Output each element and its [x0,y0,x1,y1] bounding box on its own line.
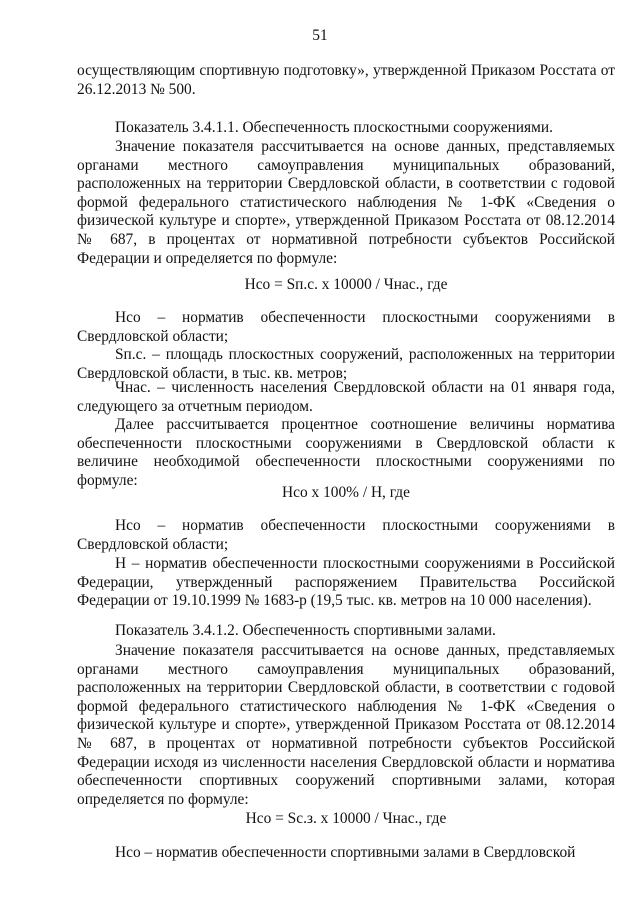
formula-text: Нсо = Sп.с. x 10000 / Чнас., где [244,276,448,293]
formula-1 [77,276,615,295]
definition-chnas-1 [77,379,615,416]
definition-hso-1 [77,309,615,346]
definition-text: Чнас. – численность населения Свердловской области на 01 января года, следующего за отчетным периодом. [77,379,615,415]
paragraph-text: Значение показателя рассчитывается на основе данных, представляемых органами местного самоуправления муниципальных образований, расположенных на территории Свердловской области, в соответствии с годовой формой федерального статистического наблюдения № 1-ФК «Сведения о физической культуре и спорте», утвержденной Приказом Росстата от 08.12.2014 № 687, в процентах от нормативной потребности субъектов Российской Федерации исходя из численности населения Свердловской области и норматива обеспеченности спортивных сооружений спортивными залами, которая определяется по формуле: [77,642,615,808]
paragraph-ratio [77,416,615,490]
paragraph-text: Значение показателя рассчитывается на основе данных, представляемых органами местного самоуправления муниципальных образований, расположенных на территории Свердловской области, в соответствии с годовой формой федерального статистического наблюдения № 1-ФК «Сведения о физической культуре и спорте», утвержденной Приказом Росстата от 08.12.2014 № 687, в процентах от нормативной потребности субъектов Российской Федерации и определяется по формуле: [77,138,615,267]
formula-text: Нсо x 100% / Н, где [282,484,410,501]
paragraph-method-1 [77,138,615,268]
formula-2 [77,484,615,503]
indicator-heading-3-4-1-1 [77,119,615,138]
definition-hso-3 [77,844,615,863]
heading-text: Показатель 3.4.1.1. Обеспеченность плоскостными сооружениями. [115,119,553,136]
paragraph-text: осуществляющим спортивную подготовку», утвержденной Приказом Росстата от 26.12.2013 № 500. [77,62,615,98]
indicator-heading-3-4-1-2 [77,622,615,641]
paragraph-continuation [77,62,615,99]
heading-text: Показатель 3.4.1.2. Обеспеченность спортивными залами. [115,622,496,639]
definition-text: Нсо – норматив обеспеченности плоскостными сооружениями в Свердловской области; [77,517,615,553]
page-number: 51 [312,27,328,44]
definition-text: Нсо – норматив обеспеченности плоскостными сооружениями в Свердловской области; [77,309,615,345]
definition-spc [77,346,615,383]
definition-h [77,555,615,611]
definition-text: Sп.с. – площадь плоскостных сооружений, расположенных на территории Свердловской области, в тыс. кв. метров; [77,346,615,382]
formula-3 [77,810,615,829]
definition-text: Нсо – норматив обеспеченности спортивными залами в Свердловской [115,844,576,861]
formula-text: Нсо = Sс.з. x 10000 / Чнас., где [245,810,447,827]
definition-hso-2 [77,517,615,554]
paragraph-text: Далее рассчитывается процентное соотношение величины норматива обеспеченности плоскостными сооружениями в Свердловской области к величине необходимой обеспеченности плоскостными сооружениями по формуле: [77,416,615,489]
paragraph-method-2 [77,642,615,809]
definition-text: Н – норматив обеспеченности плоскостными сооружениями в Российской Федерации, утвержденный распоряжением Правительства Российской Федерации от 19.10.1999 № 1683-р (19,5 тыс. кв. метров на 10 000 населения). [77,555,615,610]
